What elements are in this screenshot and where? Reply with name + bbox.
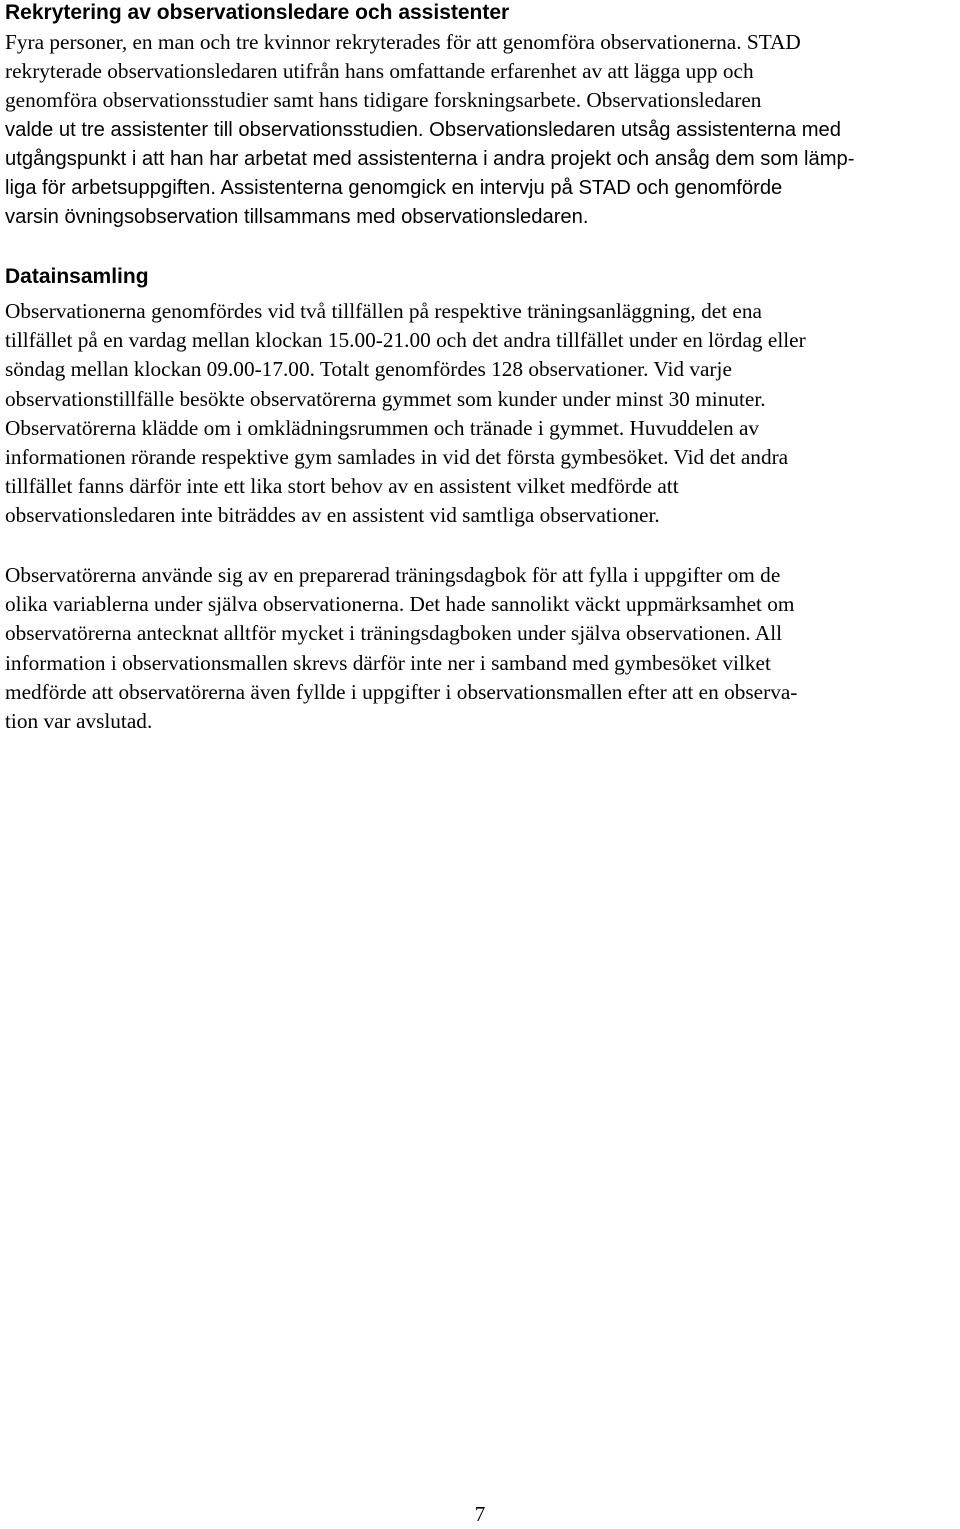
page-number: 7: [474, 1502, 486, 1526]
section-heading-recruitment: Rekrytering av observationsledare och assistenter: [5, 1, 510, 24]
text-line: utgångspunkt i att han har arbetat med assistenterna i andra projekt och ansåg dem som lämp-: [5, 147, 855, 170]
text-line: observatörerna antecknat alltför mycket i träningsdagboken under själva observationen. All: [5, 621, 783, 646]
paragraph-data-collection-1: [5, 297, 957, 531]
text-line: Observatörerna använde sig av en preparerad träningsdagbok för att fylla i uppgifter om de: [5, 563, 781, 587]
text-line: observationsledaren inte biträddes av en assistent vid samtliga observationer.: [5, 503, 660, 528]
text-line: varsin övningsobservation tillsammans med observationsledaren.: [5, 206, 589, 229]
text-line: medförde att observatörerna även fyllde i uppgifter i observationsmallen efter att en observa-: [5, 679, 798, 704]
text-line: liga för arbetsuppgiften. Assistenterna genomgick en intervju på STAD och genomförde: [5, 177, 783, 200]
paragraph-recruitment: [5, 28, 957, 232]
text-line: information i observationsmallen skrevs därför inte ner i samband med gymbesöket vilket: [5, 650, 771, 675]
text-line: Observationerna genomfördes vid två tillfällen på respektive träningsanläggning, det ena: [5, 299, 762, 323]
text-line: informationen rörande respektive gym samlades in vid det första gymbesöket. Vid det andra: [5, 445, 789, 470]
text-line: olika variablerna under själva observationerna. Det hade sannolikt väckt uppmärksamhet om: [5, 592, 795, 617]
paragraph-data-collection-2: [5, 561, 957, 736]
text-line: tillfället fanns därför inte ett lika stort behov av en assistent vilket medförde att: [5, 474, 679, 499]
text-line: söndag mellan klockan 09.00-17.00. Totalt genomfördes 128 observationer. Vid varje: [5, 357, 732, 382]
text-line: observationstillfälle besökte observatörerna gymmet som kunder under minst 30 minuter.: [5, 386, 766, 411]
text-line: rekryterade observationsledaren utifrån hans omfattande erfarenhet av att lägga upp och: [5, 59, 754, 84]
section-heading-data-collection: Datainsamling: [5, 265, 149, 288]
text-line: tion var avslutad.: [5, 709, 153, 734]
text-line: genomföra observationsstudier samt hans tidigare forskningsarbete. Observationsledaren: [5, 88, 762, 113]
text-line: valde ut tre assistenter till observationsstudien. Observationsledaren utsåg assistenterna med: [5, 118, 841, 141]
text-line: Observatörerna klädde om i omklädningsrummen och tränade i gymmet. Huvuddelen av: [5, 415, 760, 440]
text-line: tillfället på en vardag mellan klockan 15.00-21.00 och det andra tillfället under en lördag eller: [5, 328, 806, 353]
text-line: Fyra personer, en man och tre kvinnor rekryterades för att genomföra observationerna. STAD: [5, 30, 801, 54]
